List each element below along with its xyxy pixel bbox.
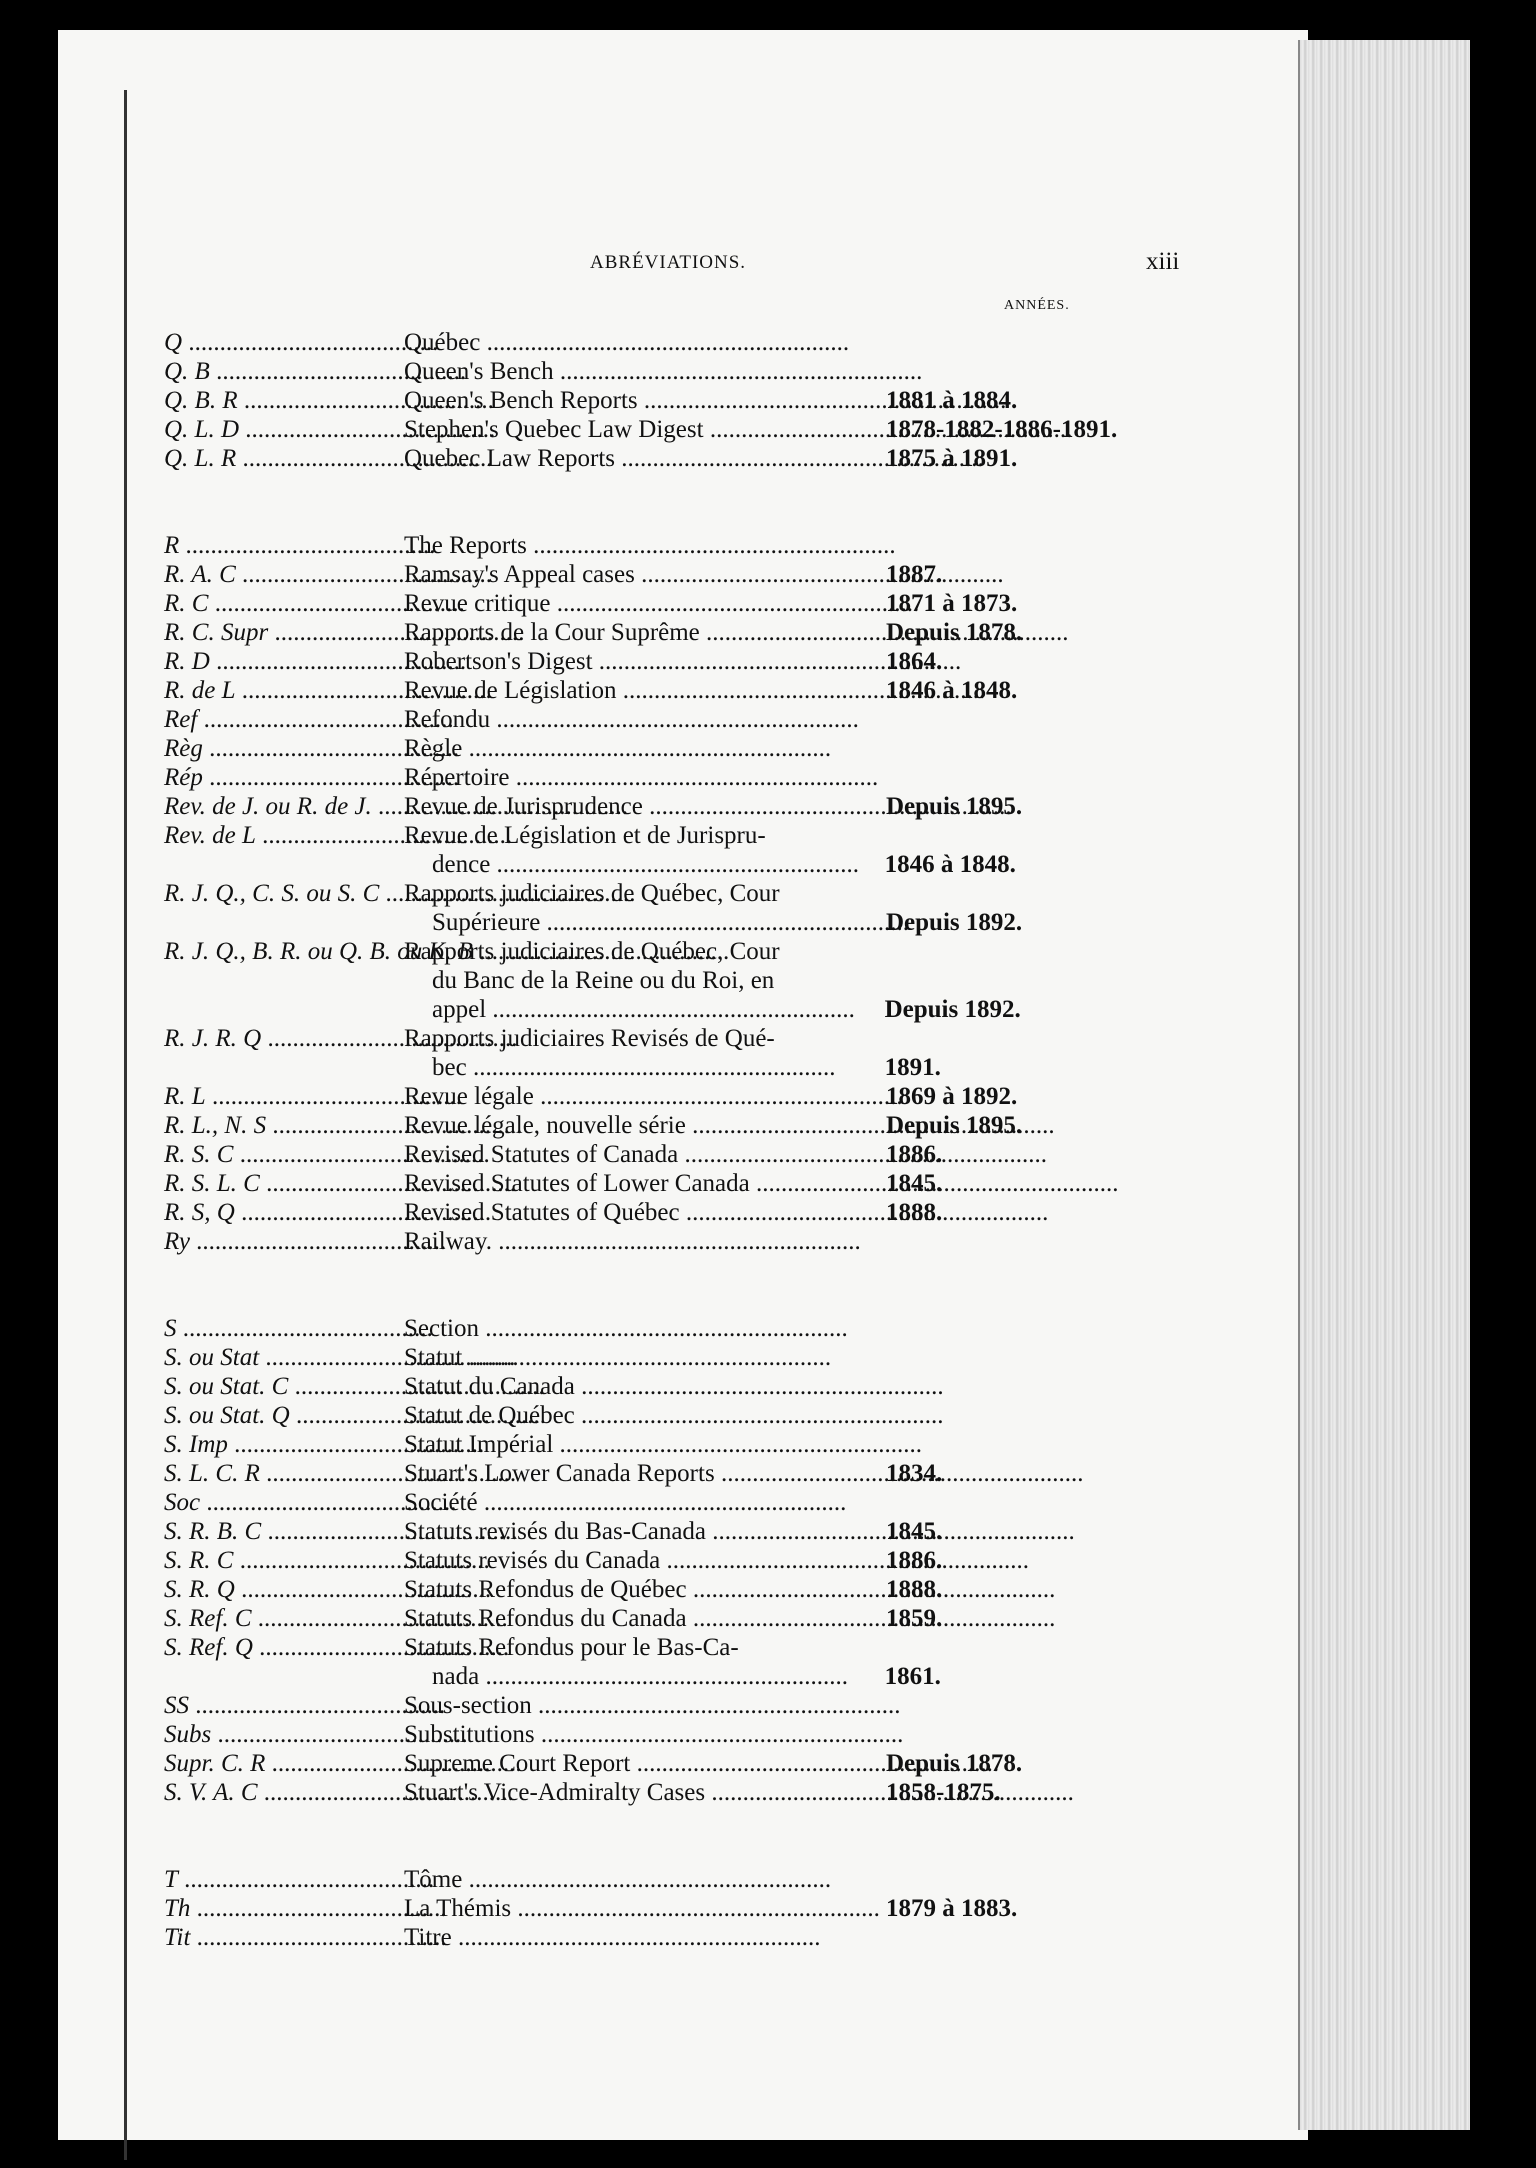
meaning-line: Statut Impérial .....	[404, 1430, 874, 1459]
meaning-line: Railway. .....	[404, 1227, 873, 1256]
meaning	[404, 1575, 874, 1604]
year-range: Depuis 1895.	[886, 793, 1023, 820]
abbreviation: Rev. de J. ou R. de J. .....	[164, 792, 404, 821]
abbreviation: R. S, Q .....	[164, 1198, 404, 1227]
abbreviation-entry	[164, 1575, 1084, 1604]
meaning-line: Revised Statutes of Canada .....	[404, 1140, 874, 1169]
abbreviation-entry	[164, 1459, 1084, 1488]
meaning-line: bec .....	[404, 1053, 873, 1082]
abbreviation-entry	[164, 589, 1084, 618]
year-range: 1845.	[886, 1170, 943, 1197]
meaning	[404, 1082, 874, 1111]
abbreviation: S. ou Stat .....	[164, 1343, 404, 1372]
meaning	[404, 1720, 874, 1749]
meaning-line: Sous-section .....	[404, 1691, 874, 1720]
abbreviation: Ref .....	[164, 705, 404, 734]
abbreviation: Q .....	[164, 328, 404, 357]
year-range: 1887.	[886, 561, 943, 588]
year-range: 1886.	[886, 1547, 943, 1574]
meaning-line: Statut .....	[404, 1343, 873, 1372]
abbreviation-entry	[164, 734, 1084, 763]
meaning-line: Société .....	[404, 1488, 873, 1517]
years-column-heading: ANNÉES.	[1004, 298, 1070, 313]
abbreviation: T .....	[164, 1865, 404, 1894]
group-spacer	[164, 1807, 1084, 1865]
running-title: ABRÉVIATIONS.	[590, 252, 747, 273]
meaning	[404, 792, 874, 821]
group-spacer	[164, 1256, 1084, 1314]
abbreviation-entry	[164, 1314, 1084, 1343]
meaning-line: Revised Statutes of Québec .....	[404, 1198, 874, 1227]
abbreviation-entry	[164, 328, 1084, 357]
abbreviation-entry	[164, 1749, 1084, 1778]
abbreviation: Ry .....	[164, 1227, 404, 1256]
year-range: Depuis 1892.	[886, 909, 1023, 936]
year-range: Depuis 1895.	[886, 1112, 1023, 1139]
meaning-line: Rapports judiciaires de Québec, Cour	[404, 938, 780, 965]
meaning	[404, 1546, 874, 1575]
meaning	[404, 1459, 874, 1488]
abbreviation-entry	[164, 1140, 1084, 1169]
group-spacer	[164, 473, 1084, 531]
year-range: Depuis 1878.	[886, 1750, 1023, 1777]
abbreviation: R. D .....	[164, 647, 404, 676]
abbreviation-entry	[164, 1169, 1084, 1198]
abbreviation-entry	[164, 676, 1084, 705]
meaning-line: Queen's Bench .....	[404, 357, 874, 386]
meaning-line: du Banc de la Reine ou du Roi, en	[432, 967, 775, 994]
year-range: 1858-1875.	[886, 1779, 1001, 1806]
year-range: 1845.	[886, 1518, 943, 1545]
meaning	[404, 1372, 874, 1401]
abbreviation: S. R. B. C .....	[164, 1517, 404, 1546]
meaning	[404, 676, 874, 705]
meaning	[404, 1343, 873, 1372]
meaning	[404, 705, 873, 734]
meaning-line: nada .....	[404, 1662, 873, 1691]
abbreviation: R. L., N. S .....	[164, 1111, 404, 1140]
abbreviation: S. ou Stat. C .....	[164, 1372, 404, 1401]
abbreviation-entry	[164, 1865, 1084, 1894]
year-range: 1859.	[886, 1605, 943, 1632]
meaning	[404, 821, 873, 879]
abbreviation: S. V. A. C .....	[164, 1778, 404, 1807]
meaning	[404, 1227, 873, 1256]
meaning-line: Substitutions .....	[404, 1720, 874, 1749]
meaning	[404, 1314, 873, 1343]
abbreviation: Règ .....	[164, 734, 404, 763]
year-range: 1891.	[884, 1054, 941, 1081]
meaning-line: Revised Statutes of Lower Canada .....	[404, 1169, 874, 1198]
year-range: 1834.	[886, 1460, 943, 1487]
meaning	[404, 1604, 874, 1633]
abbreviation-entry	[164, 879, 1084, 937]
meaning-line: Revue légale, nouvelle série .....	[404, 1111, 874, 1140]
meaning	[404, 386, 874, 415]
page-left-rule	[124, 90, 127, 2160]
abbreviation-entry	[164, 1111, 1084, 1140]
year-range: 1846 à 1848.	[884, 851, 1016, 878]
abbreviation-entry	[164, 1343, 1084, 1372]
abbreviation-entry	[164, 1488, 1084, 1517]
year-range: 1871 à 1873.	[886, 590, 1018, 617]
abbreviation: Soc .....	[164, 1488, 404, 1517]
meaning-line: Stuart's Lower Canada Reports .....	[404, 1459, 874, 1488]
year-range: 1888.	[886, 1576, 943, 1603]
meaning	[404, 357, 874, 386]
abbreviation-entry	[164, 1082, 1084, 1111]
year-range: 1886.	[886, 1141, 943, 1168]
meaning	[404, 1401, 874, 1430]
meaning	[404, 444, 874, 473]
meaning-line: The Reports .....	[404, 531, 874, 560]
meaning	[404, 1024, 873, 1082]
meaning-line: Règle .....	[404, 734, 873, 763]
meaning	[404, 763, 874, 792]
abbreviation: Subs .....	[164, 1720, 404, 1749]
abbreviation-entry	[164, 1401, 1084, 1430]
abbreviation: Rev. de L .....	[164, 821, 404, 850]
abbreviation-entry	[164, 1024, 1084, 1082]
meaning	[404, 879, 874, 937]
abbreviation-entry	[164, 1546, 1084, 1575]
abbreviation-entry	[164, 792, 1084, 821]
abbreviation: SS .....	[164, 1691, 404, 1720]
abbreviation: S. R. Q .....	[164, 1575, 404, 1604]
meaning	[404, 1517, 874, 1546]
year-range: 1861.	[884, 1663, 941, 1690]
abbreviation: Supr. C. R .....	[164, 1749, 404, 1778]
year-range: 1881 à 1884.	[886, 387, 1018, 414]
page-number: xiii	[1146, 248, 1180, 275]
meaning	[404, 1111, 874, 1140]
year-range: 1864.	[886, 648, 943, 675]
meaning-line: appel .....	[404, 995, 873, 1024]
meaning	[404, 1488, 873, 1517]
meaning-line: Supreme Court Report .....	[404, 1749, 874, 1778]
meaning-line: Quebec Law Reports .....	[404, 444, 874, 473]
abbreviation: Tit .....	[164, 1923, 404, 1952]
abbreviation: R. J. Q., C. S. ou S. C .....	[164, 879, 404, 908]
meaning	[404, 328, 873, 357]
meaning-line: Québec .....	[404, 328, 873, 357]
abbreviation: S. R. C .....	[164, 1546, 404, 1575]
abbreviation-entry	[164, 444, 1084, 473]
meaning	[404, 937, 873, 1024]
abbreviation-entry	[164, 1372, 1084, 1401]
meaning-line: Statuts revisés du Bas-Canada .....	[404, 1517, 874, 1546]
meaning-line: La Thémis .....	[404, 1894, 874, 1923]
abbreviation-entry	[164, 1198, 1084, 1227]
meaning-line: Stephen's Quebec Law Digest .....	[404, 415, 874, 444]
abbreviation: R .....	[164, 531, 404, 560]
abbreviation-entry	[164, 1227, 1084, 1256]
abbreviation-entry	[164, 1894, 1084, 1923]
book-page-edges	[1298, 40, 1470, 2130]
abbreviation: Rép .....	[164, 763, 404, 792]
meaning	[404, 1923, 873, 1952]
abbreviation-entry	[164, 821, 1084, 879]
meaning	[404, 1633, 873, 1691]
meaning-line: Revue de Législation et de Jurispru-	[404, 822, 766, 849]
meaning	[404, 531, 874, 560]
abbreviation-list	[164, 328, 1118, 1952]
meaning-line: Statuts Refondus du Canada .....	[404, 1604, 874, 1633]
meaning	[404, 415, 874, 444]
meaning	[404, 1430, 874, 1459]
meaning-line: Statuts revisés du Canada .....	[404, 1546, 874, 1575]
meaning-line: dence .....	[404, 850, 873, 879]
meaning-line: Rapports judiciaires de Québec, Cour	[404, 880, 780, 907]
year-range: Depuis 1878.	[886, 619, 1023, 646]
meaning	[404, 1691, 874, 1720]
abbreviation: Th .....	[164, 1894, 404, 1923]
abbreviation: S. ou Stat. Q .....	[164, 1401, 404, 1430]
year-range: Depuis 1892.	[884, 996, 1021, 1023]
year-range: 1846 à 1848.	[886, 677, 1018, 704]
year-range: 1875 à 1891.	[886, 445, 1018, 472]
meaning-line: Stuart's Vice-Admiralty Cases .....	[404, 1778, 874, 1807]
abbreviation: R. J. Q., B. R. ou Q. B. ou K. B .....	[164, 937, 404, 966]
abbreviation: S. L. C. R .....	[164, 1459, 404, 1488]
meaning-line: Statut du Canada .....	[404, 1372, 874, 1401]
meaning-line: Revue critique .....	[404, 589, 874, 618]
abbreviation-entry	[164, 1633, 1084, 1691]
meaning	[404, 589, 874, 618]
abbreviation-entry	[164, 357, 1084, 386]
meaning	[404, 1894, 874, 1923]
abbreviation-entry	[164, 1691, 1084, 1720]
abbreviation: S. Ref. C .....	[164, 1604, 404, 1633]
meaning-line: Section .....	[404, 1314, 873, 1343]
abbreviation-entry	[164, 763, 1084, 792]
meaning-line: Statut de Québec .....	[404, 1401, 874, 1430]
abbreviation-entry	[164, 1430, 1084, 1459]
abbreviation-entry	[164, 1778, 1084, 1807]
abbreviation: R. J. R. Q .....	[164, 1024, 404, 1053]
meaning-line: Statuts Refondus pour le Bas-Ca-	[404, 1634, 739, 1661]
meaning	[404, 1169, 874, 1198]
abbreviation-entry	[164, 937, 1084, 1024]
meaning	[404, 1749, 874, 1778]
abbreviation: Q. L. D .....	[164, 415, 404, 444]
abbreviation: R. S. L. C .....	[164, 1169, 404, 1198]
meaning-line: Robertson's Digest .....	[404, 647, 874, 676]
year-range: 1869 à 1892.	[886, 1083, 1018, 1110]
meaning	[404, 1778, 874, 1807]
meaning-line: Queen's Bench Reports .....	[404, 386, 874, 415]
meaning-line: Rapports de la Cour Suprême .....	[404, 618, 874, 647]
abbreviation: R. C. Supr .....	[164, 618, 404, 647]
meaning	[404, 1140, 874, 1169]
abbreviation: S .....	[164, 1314, 404, 1343]
year-range: 1888.	[886, 1199, 943, 1226]
meaning-line: Supérieure .....	[404, 908, 874, 937]
abbreviation: R. A. C .....	[164, 560, 404, 589]
abbreviation-entry	[164, 618, 1084, 647]
abbreviation: R. S. C .....	[164, 1140, 404, 1169]
abbreviation-entry	[164, 1517, 1084, 1546]
abbreviation: Q. B .....	[164, 357, 404, 386]
meaning	[404, 1198, 874, 1227]
meaning-line: Tôme .....	[404, 1865, 873, 1894]
meaning	[404, 1865, 873, 1894]
abbreviation: R. de L .....	[164, 676, 404, 705]
meaning-line: Rapports judiciaires Revisés de Qué-	[404, 1025, 775, 1052]
book-page	[58, 30, 1308, 2140]
abbreviation-entry	[164, 560, 1084, 589]
abbreviation-entry	[164, 1604, 1084, 1633]
abbreviation-entry	[164, 647, 1084, 676]
meaning	[404, 560, 874, 589]
meaning	[404, 647, 874, 676]
year-range: 1878-1882-1886-1891.	[886, 416, 1118, 443]
abbreviation-entry	[164, 1923, 1084, 1952]
year-range: 1879 à 1883.	[886, 1895, 1018, 1922]
abbreviation-entry	[164, 1720, 1084, 1749]
abbreviation: S. Imp .....	[164, 1430, 404, 1459]
meaning-line: Refondu .....	[404, 705, 873, 734]
abbreviation-entry	[164, 705, 1084, 734]
abbreviation: Q. B. R .....	[164, 386, 404, 415]
meaning-line: Titre .....	[404, 1923, 873, 1952]
meaning-line: Ramsay's Appeal cases .....	[404, 560, 874, 589]
abbreviation: R. L .....	[164, 1082, 404, 1111]
meaning	[404, 734, 873, 763]
meaning	[404, 618, 874, 647]
meaning-line: Revue légale .....	[404, 1082, 874, 1111]
meaning-line: Répertoire .....	[404, 763, 874, 792]
abbreviation-entry	[164, 415, 1118, 444]
meaning-line: Revue de Jurisprudence .....	[404, 792, 874, 821]
abbreviation: R. C .....	[164, 589, 404, 618]
meaning-line: Revue de Législation .....	[404, 676, 874, 705]
abbreviation: S. Ref. Q .....	[164, 1633, 404, 1662]
abbreviation-entry	[164, 386, 1084, 415]
abbreviation-entry	[164, 531, 1084, 560]
meaning-line: Statuts Refondus de Québec .....	[404, 1575, 874, 1604]
abbreviation: Q. L. R .....	[164, 444, 404, 473]
